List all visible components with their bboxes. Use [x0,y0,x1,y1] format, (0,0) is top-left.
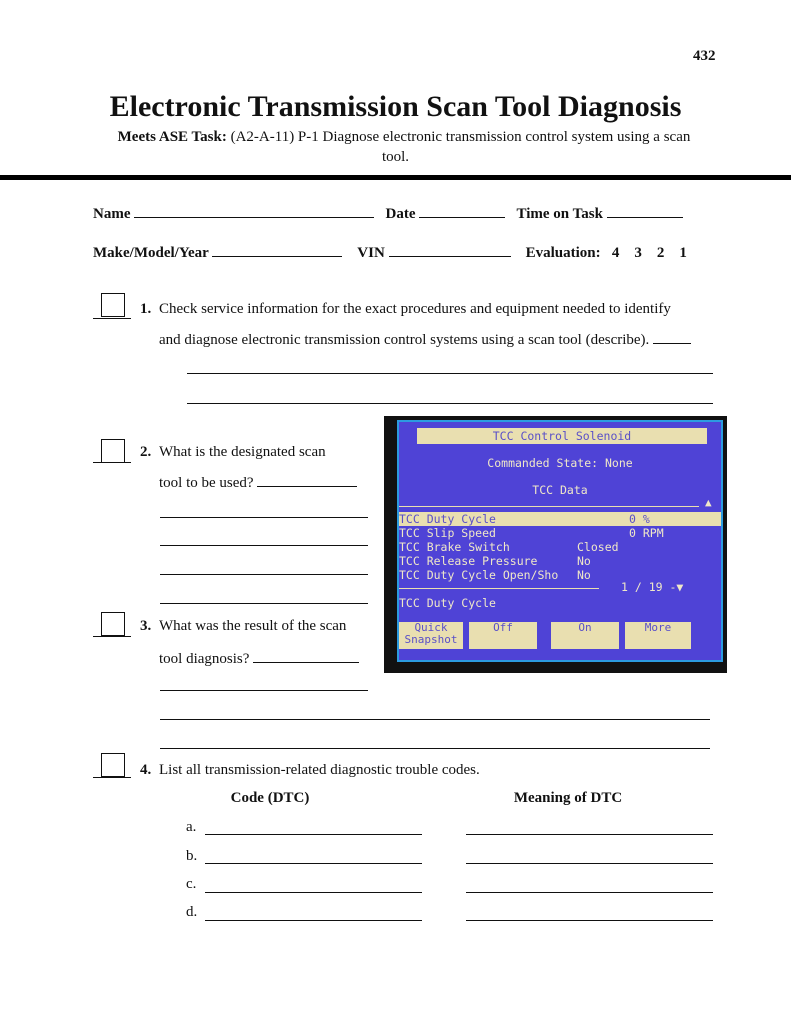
q4-check-line [93,777,131,778]
q1-text-line2: and diagnose electronic transmission control systems using a scan tool (describe). [159,332,650,348]
dtc-code-field[interactable] [205,834,422,835]
row-value: 0 RPM [629,526,664,540]
q4-number: 4. [140,762,152,778]
q3-text: What was the result of the scan [159,618,347,634]
name-row [93,203,683,223]
q2-text-line2: tool to be used? [159,475,254,491]
dtc-meaning-field[interactable] [466,863,713,864]
time-field[interactable] [607,203,683,218]
q2-answer-line[interactable] [160,603,368,604]
selected-parameter: TCC Duty Cycle [399,596,496,610]
vin-field[interactable] [389,242,511,257]
q2-number: 2. [140,444,152,460]
vehicle-row [93,242,687,262]
q3-number: 3. [140,618,152,634]
name-label: Name [93,206,131,222]
dtc-meaning-header: Meaning of DTC [513,790,623,806]
q2-text: What is the designated scan [159,444,326,460]
off-button[interactable]: Off [469,622,537,649]
vin-label: VIN [357,245,385,261]
time-label: Time on Task [516,206,603,222]
q2-text-2 [159,472,357,492]
dtc-meaning-field[interactable] [466,892,713,893]
q2-checkbox[interactable] [101,439,125,463]
task-text-cont: tool. [381,149,410,165]
eval-2[interactable]: 2 [656,245,665,261]
eval-4[interactable]: 4 [611,245,620,261]
row-value: No [577,568,591,582]
q3-check-line [93,636,131,637]
quick-snapshot-button[interactable]: Quick Snapshot [399,622,463,649]
dtc-row-label: d. [186,904,198,920]
row-value: 0 % [629,512,650,526]
q3-checkbox[interactable] [101,612,125,636]
scroll-up-icon[interactable]: ▲ [705,496,712,509]
page-number: 432 [693,48,716,64]
dtc-row-label: a. [186,819,197,835]
q2-answer-line[interactable] [160,574,368,575]
row-label[interactable]: TCC Duty Cycle Open/Sho [399,568,559,582]
date-label: Date [385,206,416,222]
eval-3[interactable]: 3 [634,245,642,261]
row-label[interactable]: TCC Brake Switch [399,540,510,554]
row-label: TCC Duty Cycle [399,512,496,526]
dtc-meaning-field[interactable] [466,834,713,835]
screen-title: TCC Control Solenoid [417,428,707,444]
q3-text-line2: tool diagnosis? [159,651,250,667]
task-label: Meets ASE Task: [117,129,227,145]
make-label: Make/Model/Year [93,245,209,261]
section-title: TCC Data [532,483,588,497]
q1-text: Check service information for the exact procedures and equipment needed to identify [159,301,671,317]
dtc-row-label: b. [186,848,198,864]
q1-check-line [93,318,131,319]
q3-text-2 [159,648,359,668]
separator [399,588,599,589]
divider [0,175,791,180]
task-text: (A2-A-11) P-1 Diagnose electronic transmission control system using a scan [230,129,691,145]
q1-text-2 [159,329,691,349]
dtc-meaning-field[interactable] [466,920,713,921]
dtc-code-field[interactable] [205,892,422,893]
q3-answer-line[interactable] [160,719,710,720]
row-label[interactable]: TCC Slip Speed [399,526,496,540]
q4-text: List all transmission-related diagnostic trouble codes. [159,762,480,778]
separator [399,506,699,507]
more-button[interactable]: More [625,622,691,649]
on-button[interactable]: On [551,622,619,649]
commanded-state: Commanded State: None [487,456,633,470]
task-line [0,129,791,146]
dtc-code-field[interactable] [205,863,422,864]
q1-number: 1. [140,301,152,317]
q2-check-line [93,462,131,463]
q2-short-field[interactable] [257,472,357,487]
q4-checkbox[interactable] [101,753,125,777]
q1-answer-line[interactable] [187,373,713,374]
row-value: Closed [577,540,619,554]
data-row-selected[interactable] [399,512,721,526]
scan-tool-photo [384,416,727,673]
q3-answer-line[interactable] [160,748,710,749]
q2-answer-line[interactable] [160,517,368,518]
q3-answer-line[interactable] [160,690,368,691]
dtc-code-header: Code (DTC) [230,790,310,806]
eval-1[interactable]: 1 [679,245,687,261]
page-indicator[interactable]: 1 / 19 -▼ [621,580,684,594]
date-field[interactable] [419,203,505,218]
q1-answer-line[interactable] [187,403,713,404]
dtc-row-label: c. [186,876,197,892]
q1-checkbox[interactable] [101,293,125,317]
dtc-code-field[interactable] [205,920,422,921]
page-title: Electronic Transmission Scan Tool Diagnosis [109,90,682,123]
q2-answer-line[interactable] [160,545,368,546]
q3-short-field[interactable] [253,648,359,663]
q1-short-field[interactable] [653,329,691,344]
row-value: No [577,554,591,568]
row-label[interactable]: TCC Release Pressure [399,554,538,568]
scan-tool-screen [397,420,723,662]
make-field[interactable] [212,242,342,257]
evaluation-label: Evaluation: [525,245,601,261]
name-field[interactable] [134,203,374,218]
